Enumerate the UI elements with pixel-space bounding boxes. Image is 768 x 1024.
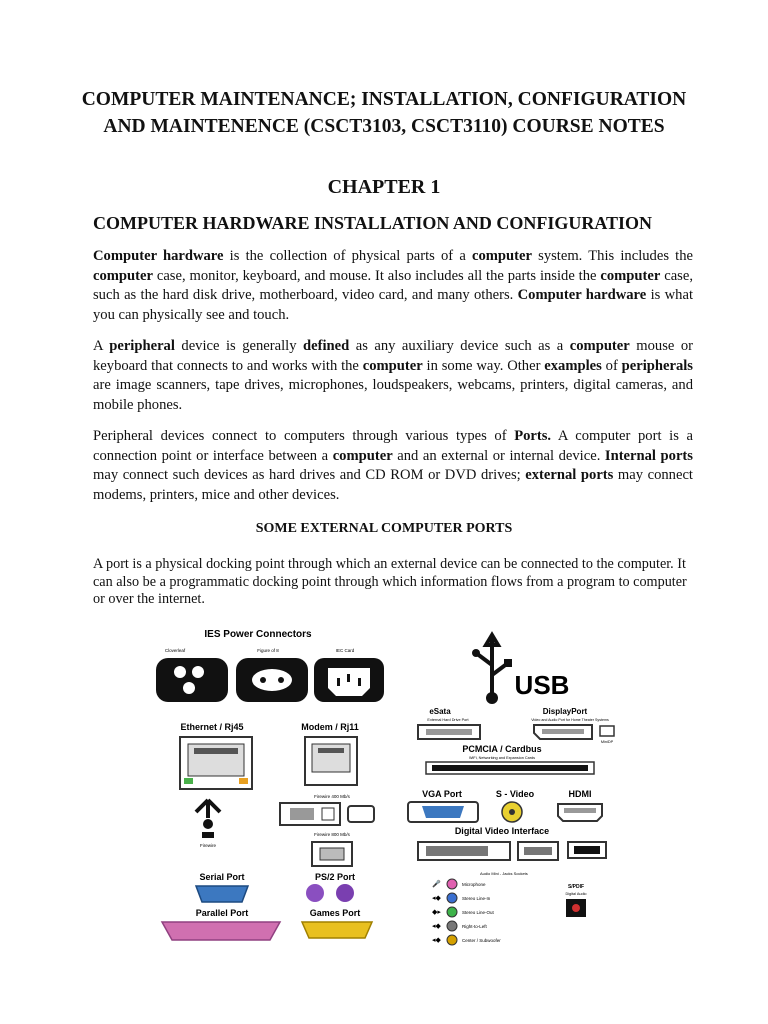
games-label: Games Port <box>309 908 361 918</box>
ies-ieccard-label: IEC Card <box>335 648 355 653</box>
bold-term: Ports. <box>514 428 552 444</box>
bold-term: examples <box>544 357 602 374</box>
text-run: and an external or internal device. <box>392 447 605 464</box>
text-run: device is generally <box>174 338 303 354</box>
text-run: in some way. Other <box>422 357 545 374</box>
text-run: system. This includes the <box>531 248 694 264</box>
dvi-port-icon <box>418 842 606 860</box>
text-run: case, such as the hard disk drive, motherboard, video card, and many others. <box>93 267 693 303</box>
ports-figure <box>150 620 620 950</box>
paragraph-port-definition <box>93 556 693 609</box>
firewire-800-port-icon <box>312 842 352 866</box>
bold-term: computer <box>332 447 393 464</box>
displayport-port-icon <box>534 725 614 739</box>
svg-text:◂◆: ◂◆ <box>432 937 441 944</box>
audio-center-label: Center / Subwoofer <box>462 938 501 943</box>
esata-sub-label: External Hard Drive Port <box>427 718 469 722</box>
modem-label: Modem / Rj11 <box>301 722 359 732</box>
audio-line-out-label: Stereo Line-Out <box>462 910 494 915</box>
audio-jacks-icon <box>432 879 457 945</box>
text-run: may connect such devices as hard drives and CD ROM or DVD drives; <box>93 467 526 483</box>
ethernet-label: Ethernet / Rj45 <box>180 722 244 732</box>
hdmi-label: HDMI <box>568 789 592 799</box>
svideo-label: S - Video <box>495 789 535 799</box>
subheading-external-ports: SOME EXTERNAL COMPUTER PORTS <box>255 521 513 536</box>
firewire-400-label: Firewire 400 Mb/s <box>314 794 350 799</box>
bold-term: computer <box>600 267 661 284</box>
pcmcia-label: PCMCIA / Cardbus <box>462 744 542 754</box>
svg-text:🎤: 🎤 <box>432 881 441 888</box>
displayport-label: DisplayPort <box>542 707 588 716</box>
chapter-heading: CHAPTER 1 <box>327 176 441 198</box>
firewire-400-port-icon <box>280 803 374 825</box>
audio-mic-label: Microphone <box>462 882 486 887</box>
ps2-label: PS/2 Port <box>314 872 356 882</box>
bold-term: peripherals <box>621 357 693 374</box>
vga-label: VGA Port <box>422 789 462 799</box>
parallel-label: Parallel Port <box>195 908 249 918</box>
firewire-label: Firewire <box>199 843 217 848</box>
vga-port-icon <box>408 802 478 822</box>
ethernet-port-icon <box>180 737 252 789</box>
figure8-connector-icon <box>236 658 308 702</box>
esata-label: eSata <box>429 707 451 716</box>
text-run: A computer port is a connection point or interface between a <box>93 428 693 464</box>
document-title: COMPUTER MAINTENANCE; INSTALLATION, CONFIGURATION AND MAINTENENCE (CSCT3103, CSCT3110) COURSE NOTES <box>81 89 687 137</box>
text-run: as any auxiliary device such as a <box>349 338 570 354</box>
pcmcia-slot-icon <box>426 762 594 774</box>
ies-figure8-label: Figure of 8 <box>257 648 279 653</box>
spdif-port-icon <box>566 899 586 917</box>
text-run: A port is a physical docking point through which an external device can be connected to the computer. It can also be a programmatic docking point through which information flows from a program to computer or over the internet. <box>93 556 687 607</box>
svideo-port-icon <box>502 802 522 822</box>
firewire-800-label: Firewire 800 Mb/s <box>314 832 350 837</box>
bold-term: Computer hardware <box>93 248 224 264</box>
text-run: mouse or keyboard that connects to and works with the <box>93 338 694 374</box>
audio-title-label: Audio Mini - Jacks Sockets <box>480 871 528 876</box>
bold-term: computer <box>471 248 532 264</box>
parallel-port-icon <box>162 922 280 940</box>
serial-label: Serial Port <box>199 872 245 882</box>
paragraph-peripheral <box>93 337 693 415</box>
text-run: are image scanners, tape drives, microphones, loudspeakers, webcams, printers, digital cameras, and mobile phones. <box>93 377 693 413</box>
audio-rtl-label: Right-to-Left <box>462 924 487 929</box>
hdmi-port-icon <box>558 804 602 821</box>
usb-logo-icon <box>472 635 512 704</box>
serial-port-icon <box>196 886 248 902</box>
section-heading: COMPUTER HARDWARE INSTALLATION AND CONFIGURATION <box>93 213 653 233</box>
bold-term: computer <box>362 357 423 374</box>
pcmcia-sub-label: WiFi, Networking and Expansion Cards <box>468 756 536 760</box>
spdif-label: S/PDIF <box>567 884 585 890</box>
bold-term: external ports <box>525 467 614 483</box>
paragraph-ports <box>93 427 693 505</box>
modem-port-icon <box>305 737 357 785</box>
usb-label: USB <box>514 670 570 700</box>
bold-term: computer <box>93 267 153 284</box>
ies-cloverleaf-label: Cloverleaf <box>164 648 186 653</box>
text-run: Peripheral devices connect to computers through various types of <box>93 428 515 444</box>
audio-line-in-label: Stereo Line-In <box>462 896 491 901</box>
displayport-sub-label: Video and Audio Port for Home Theater Systems <box>531 718 609 722</box>
text-run: is the collection of physical parts of a <box>223 248 472 264</box>
svg-text:◆▸: ◆▸ <box>432 909 441 916</box>
text-run: A <box>93 338 110 354</box>
ps2-ports-icon <box>306 884 354 902</box>
esata-port-icon <box>418 725 480 739</box>
paragraph-hardware <box>93 247 693 325</box>
text-run: is what you can physically see and touch. <box>93 287 693 323</box>
svg-text:◂◆: ◂◆ <box>432 895 441 902</box>
games-port-icon <box>302 922 372 938</box>
text-run: case, monitor, keyboard, and mouse. It also includes all the parts inside the <box>152 267 601 284</box>
svg-text:◂◆: ◂◆ <box>432 923 441 930</box>
iec-connector-icon <box>314 658 384 702</box>
bold-term: computer <box>569 338 630 354</box>
text-run: of <box>601 357 622 374</box>
bold-term: peripheral <box>109 338 175 354</box>
bold-term: Internal ports <box>604 447 693 464</box>
bold-term: defined <box>303 338 350 354</box>
cloverleaf-connector-icon <box>156 658 228 702</box>
bold-term: Computer hardware <box>517 287 647 303</box>
dvi-label: Digital Video Interface <box>454 826 550 836</box>
spdif-sub-label: Digital Audio <box>565 892 587 896</box>
ies-title: IES Power Connectors <box>204 629 312 640</box>
firewire-logo-icon <box>196 800 220 838</box>
text-run: may connect modems, printers, mice and other devices. <box>93 467 693 503</box>
minidp-label: MiniDP <box>600 740 614 744</box>
